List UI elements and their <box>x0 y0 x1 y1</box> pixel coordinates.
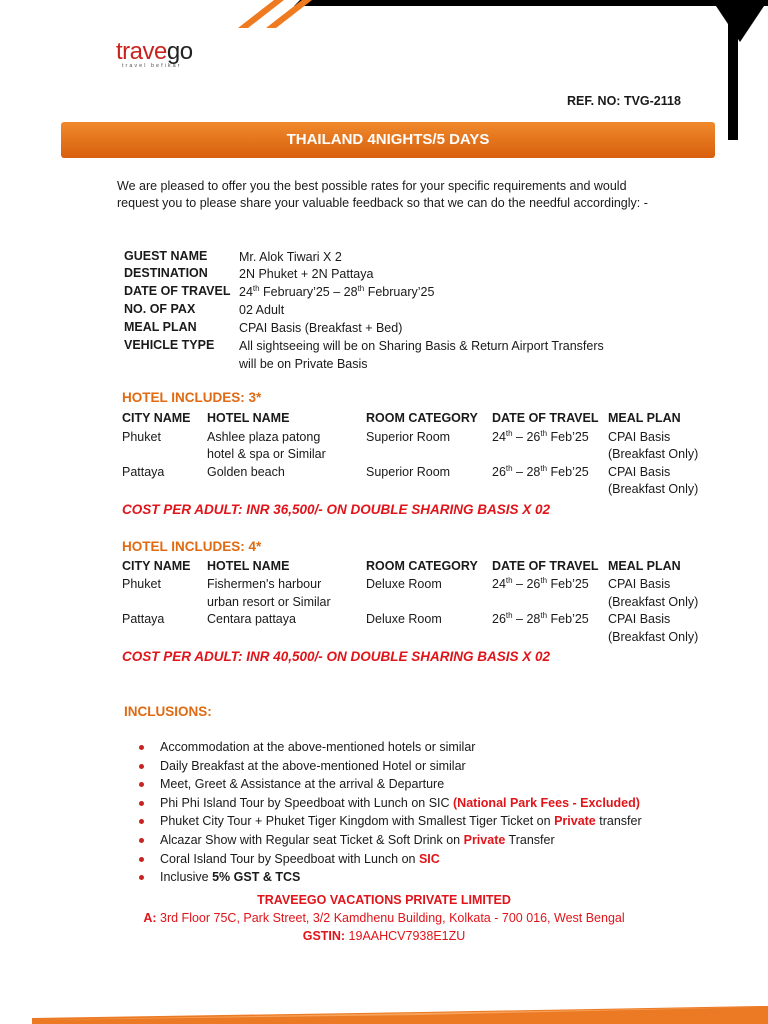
reference-number: REF. NO: TVG-2118 <box>567 94 681 108</box>
table-cell-date: 24th – 26th Feb’25 <box>492 575 589 591</box>
col-date-header: DATE OF TRAVEL <box>492 559 599 573</box>
table-cell-city: Pattaya <box>122 612 165 626</box>
list-item: Alcazar Show with Regular seat Ticket & Soft Drink on Private Transfer <box>133 831 642 850</box>
col-meal-header: MEAL PLAN <box>608 411 681 425</box>
list-item: Accommodation at the above-mentioned hotels or similar <box>133 738 642 757</box>
col-meal-header: MEAL PLAN <box>608 559 681 573</box>
bullet-icon <box>139 782 144 787</box>
vehicle-type-label: VEHICLE TYPE <box>124 338 215 352</box>
destination-value: 2N Phuket + 2N Pattaya <box>239 267 374 281</box>
guest-name-value: Mr. Alok Tiwari X 2 <box>239 250 342 264</box>
table-cell-meal: CPAI Basis <box>608 465 671 479</box>
cost-4-star: COST PER ADULT: INR 40,500/- ON DOUBLE SHARING BASIS X 02 <box>122 649 551 664</box>
company-gstin: GSTIN: 19AAHCV7938E1ZU <box>302 929 466 943</box>
inclusions-heading: INCLUSIONS: <box>124 704 212 719</box>
bullet-icon <box>139 875 144 880</box>
table-cell-hotel: Fishermen's harbour <box>207 577 322 591</box>
table-cell-date: 26th – 28th Feb’25 <box>492 463 589 479</box>
date-of-travel-label: DATE OF TRAVEL <box>124 284 231 298</box>
vehicle-type-value-line1: All sightseeing will be on Sharing Basis & Return Airport Transfers <box>239 339 604 353</box>
table-cell-room: Superior Room <box>366 430 451 444</box>
table-cell-room: Superior Room <box>366 465 451 479</box>
table-cell-meal: (Breakfast Only) <box>608 482 699 496</box>
table-cell-meal: CPAI Basis <box>608 612 671 626</box>
top-right-black-triangle <box>712 0 768 42</box>
title-banner: THAILAND 4NIGHTS/5 DAYS <box>61 122 715 158</box>
col-city-header: CITY NAME <box>122 411 191 425</box>
list-item: Daily Breakfast at the above-mentioned Hotel or similar <box>133 757 642 776</box>
table-cell-hotel: Centara pattaya <box>207 612 296 626</box>
meal-plan-label: MEAL PLAN <box>124 320 197 334</box>
table-cell-meal: (Breakfast Only) <box>608 630 699 644</box>
col-room-header: ROOM CATEGORY <box>366 559 478 573</box>
bullet-icon <box>139 819 144 824</box>
list-item: Meet, Greet & Assistance at the arrival & Departure <box>133 775 642 794</box>
vehicle-type-value-line2: will be on Private Basis <box>239 357 368 371</box>
company-name: TRAVEEGO VACATIONS PRIVATE LIMITED <box>257 893 511 907</box>
list-item: Phi Phi Island Tour by Speedboat with Lunch on SIC (National Park Fees - Excluded) <box>133 794 642 813</box>
table-cell-meal: (Breakfast Only) <box>608 595 699 609</box>
table-cell-room: Deluxe Room <box>366 612 442 626</box>
cost-3-star: COST PER ADULT: INR 36,500/- ON DOUBLE SHARING BASIS X 02 <box>122 502 551 517</box>
date-of-travel-value: 24th February’25 – 28th February’25 <box>239 283 435 299</box>
col-room-header: ROOM CATEGORY <box>366 411 478 425</box>
traveego-logo: travego <box>116 38 193 65</box>
list-item: Coral Island Tour by Speedboat with Lunch on SIC <box>133 850 642 869</box>
col-city-header: CITY NAME <box>122 559 191 573</box>
hotel-4-star-heading: HOTEL INCLUDES: 4* <box>122 539 262 554</box>
col-date-header: DATE OF TRAVEL <box>492 411 599 425</box>
top-black-bar <box>294 0 768 6</box>
table-cell-meal: CPAI Basis <box>608 577 671 591</box>
table-cell-city: Phuket <box>122 430 161 444</box>
table-cell-meal: CPAI Basis <box>608 430 671 444</box>
logo-tagline: travel befikar <box>122 63 182 69</box>
bullet-icon <box>139 764 144 769</box>
right-black-stripe <box>728 0 738 140</box>
table-cell-hotel: urban resort or Similar <box>207 595 331 609</box>
list-item: Phuket City Tour + Phuket Tiger Kingdom with Smallest Tiger Ticket on Private transfer <box>133 812 642 831</box>
table-cell-meal: (Breakfast Only) <box>608 447 699 461</box>
bullet-icon <box>139 857 144 862</box>
intro-paragraph: We are pleased to offer you the best possible rates for your specific requirements and would request you to please share your valuable feedback so that we can do the needful accordingly: - <box>117 179 648 210</box>
bullet-icon <box>139 745 144 750</box>
hotel-3-star-heading: HOTEL INCLUDES: 3* <box>122 390 262 405</box>
table-cell-hotel: hotel & spa or Similar <box>207 447 326 461</box>
table-cell-hotel: Ashlee plaza patong <box>207 430 321 444</box>
table-cell-date: 24th – 26th Feb’25 <box>492 428 589 444</box>
table-cell-date: 26th – 28th Feb’25 <box>492 610 589 626</box>
col-hotel-header: HOTEL NAME <box>207 559 290 573</box>
col-hotel-header: HOTEL NAME <box>207 411 290 425</box>
company-address: A: 3rd Floor 75C, Park Street, 3/2 Kamdhenu Building, Kolkata - 700 016, West Bengal <box>143 911 625 925</box>
bullet-icon <box>139 801 144 806</box>
table-cell-hotel: Golden beach <box>207 465 285 479</box>
bullet-icon <box>139 838 144 843</box>
meal-plan-value: CPAI Basis (Breakfast + Bed) <box>239 321 403 335</box>
table-cell-room: Deluxe Room <box>366 577 442 591</box>
guest-name-label: GUEST NAME <box>124 249 208 263</box>
destination-label: DESTINATION <box>124 266 208 280</box>
table-cell-city: Phuket <box>122 577 161 591</box>
inclusions-list <box>133 738 642 887</box>
pax-value: 02 Adult <box>239 303 285 317</box>
table-cell-city: Pattaya <box>122 465 165 479</box>
pax-label: NO. OF PAX <box>124 302 196 316</box>
list-item: Inclusive 5% GST & TCS <box>133 868 642 887</box>
